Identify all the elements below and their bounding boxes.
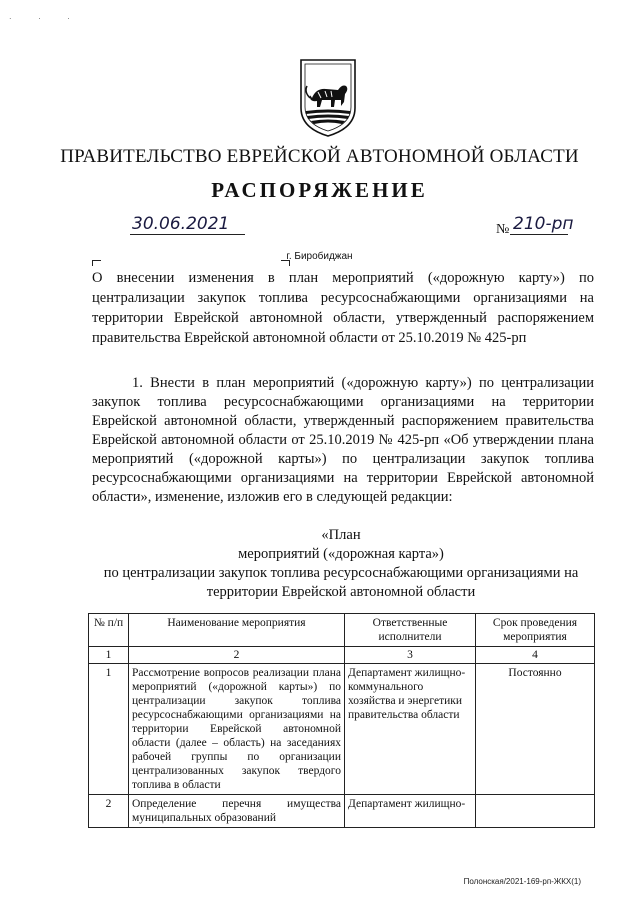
table-header-row: [89, 614, 595, 647]
table-row: [89, 664, 595, 795]
header-term: Срок проведения мероприятия: [476, 614, 595, 647]
header-name: Наименование мероприятия: [129, 614, 345, 647]
header-executor: Ответственные исполнители: [345, 614, 476, 647]
city-name: г. Биробиджан: [286, 251, 353, 262]
plan-title-line-4: территории Еврейской автономной области: [206, 584, 476, 600]
document-date: 30.06.2021: [132, 214, 230, 234]
document-type-heading: РАСПОРЯЖЕНИЕ: [211, 178, 428, 202]
body-paragraph-1: 1. Внести в план мероприятий («дорожную карту») по централизации закупок топлива ресурсоснабжающими организациями на территории Еврейской автономной области, утвержденный распоряжением правительства Еврейской автономной области от 25.10.2019 № 425-рп «Об утверждении плана мероприятий («дорожной карты») по централизации закупок топлива ресурсоснабжающими организациями на территории Еврейской автономной области», изменение, изложив его в следующей редакции:: [92, 375, 594, 505]
index-cell: 3: [345, 647, 476, 664]
document-number: 210-рп: [513, 214, 574, 234]
subject-bracket-left: [92, 260, 101, 266]
row-term: Постоянно: [476, 664, 595, 795]
government-title: ПРАВИТЕЛЬСТВО ЕВРЕЙСКОЙ АВТОНОМНОЙ ОБЛАСТИ: [60, 146, 579, 167]
table-index-row: [89, 647, 595, 664]
subject-bracket-right: [281, 260, 290, 266]
plan-title-line-3: по централизации закупок топлива ресурсоснабжающими организациями на: [103, 565, 579, 581]
plan-heading: [70, 526, 612, 602]
date-underline: [130, 234, 245, 235]
row-name: Определение перечня имущества муниципальных образований: [129, 795, 345, 828]
row-name: Рассмотрение вопросов реализации плана мероприятий («дорожной карты») по централизации закупок топлива ресурсоснабжающими организациями на территории Еврейской автономной области (далее – область) на заседаниях рабочей группы по организации централизованных закупок твердого топлива в области: [129, 664, 345, 795]
row-term: [476, 795, 595, 828]
number-sign: №: [496, 222, 510, 237]
scan-specks: . . .: [9, 12, 82, 21]
index-cell: 4: [476, 647, 595, 664]
row-num: 2: [89, 795, 129, 828]
row-executor: Департамент жилищно-: [345, 795, 476, 828]
number-underline: [510, 234, 568, 235]
table-row: [89, 795, 595, 828]
coat-of-arms-emblem: [298, 56, 358, 138]
document-subject: О внесении изменения в план мероприятий («дорожную карту») по централизации закупок топлива ресурсоснабжающими организациями на территории Еврейской автономной области, утвержденный распоряжением правительства Еврейской автономной области от 25.10.2019 № 425-рп: [92, 270, 594, 346]
row-num: 1: [89, 664, 129, 795]
plan-table: [88, 613, 595, 828]
header-num: № п/п: [89, 614, 129, 647]
plan-title-line-2: мероприятий («дорожная карта»): [238, 546, 444, 562]
footer-document-code: Полонская/2021-169-рп-ЖКХ(1): [463, 877, 581, 886]
row-executor: Департамент жилищно-коммунального хозяйства и энергетики правительства области: [345, 664, 476, 795]
plan-title-line-1: «План: [321, 527, 361, 543]
index-cell: 2: [129, 647, 345, 664]
index-cell: 1: [89, 647, 129, 664]
